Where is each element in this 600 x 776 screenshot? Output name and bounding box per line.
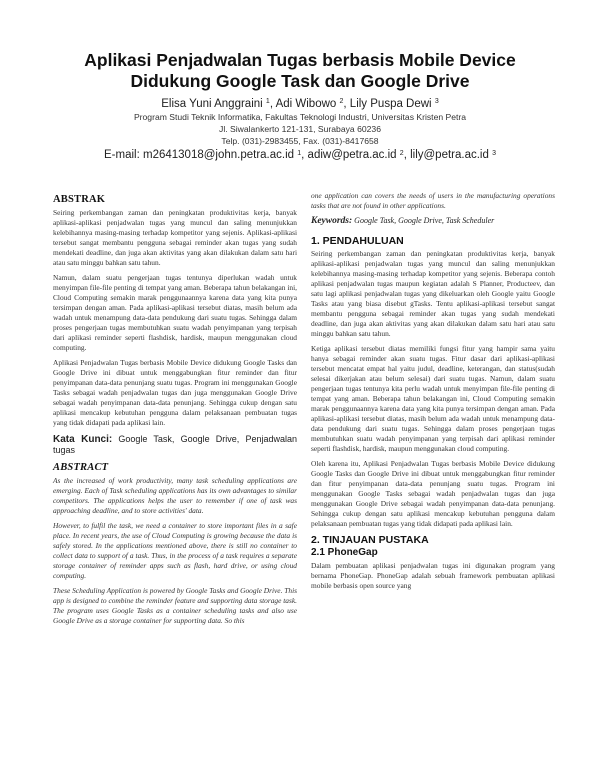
author-1: Elisa Yuni Anggraini (161, 98, 263, 110)
email-1[interactable]: m26413018@john.petra.ac.id (142, 149, 295, 161)
phone-fax: Telp. (031)-2983455, Fax. (031)-8417658 (221, 136, 379, 146)
abstrak-paragraph-3: Aplikasi Penjadwalan Tugas berbasis Mobile Device didukung Google Tasks dan Google Drive ini dibuat untuk menggabungkan fitur reminder dan fitur penyimpanan data-data penunjang suatu tugas. Program ini menggunakan Google Tasks sebagai wadah penjadwalan tugas dan juga menggunakan Google Drive sebagai wadah penyimpanan data-data penunjang. Sehingga cukup dengan satu aplikasi mencakup kebutuhan pengguna dalam pelaksanaan pembuatan tugas yang tidak didapati pada aplikasi lain. (53, 358, 297, 427)
section-1-heading: 1. PENDAHULUAN (311, 235, 404, 247)
section-1-paragraph-2: Ketiga aplikasi tersebut diatas memiliki fungsi fitur yang hampir sama yaitu hanya sebagai reminder akan suatu tugas. Fitur dasar dari aplikasi-aplikasi tersebut mencatat empat hal yaitu judul, deadline, keterangan, dan status(sudah selesai dikerjakan atau belum selesai) dari suatu tugas. Namun, dalam suatu pengerjaan tugas tentunya kita perlu wadah untuk menyimpan file-file penting di tempat yang aman. Beberapa tahun belakangan ini, Cloud Computing semakin marak penggunaannya karena data yang kita punya tersimpan dengan aman. Pada aplikasi-aplikasi tersebut diatas, masih belum ada wadah untuk menampung data-data pendukung dari suatu tugas. Sehingga dalam proses pengerjaan tugas membutuhkan suatu wadah penyimpanan yang terpisah dari aplikasi reminder seperti flashdisk, hardisk, maupun menggunakan cloud computing. (311, 344, 555, 453)
right-column (311, 191, 555, 596)
abstrak-paragraph-1: Seiring perkembangan zaman dan peningkatan produktivitas kerja, banyak aplikasi-aplikasi penjadwalan tugas yang muncul dan saling menunjukkan kelebihannya masing-masing terhadap kompetitor yang sejenis. Aplikasi-aplikasi tersebut sangat membantu pengguna sebagai reminder akan tugas yang sudah mendekati deadline, dan juga akan aktivitas yang akan dilakukan dalam satu hari atau satu minggu bahkan satu tahun. (53, 208, 297, 267)
abstrak-heading: ABSTRAK (53, 194, 106, 205)
paper-header (0, 50, 600, 163)
email-2[interactable]: adiw@petra.ac.id (307, 149, 397, 161)
author-2: Adi Wibowo (275, 98, 337, 110)
abstract-heading: ABSTRACT (53, 462, 109, 473)
email-3-marker: 3 (492, 150, 496, 157)
author-list: Elisa Yuni Anggraini $^1$, Adi Wibowo $^2$, Lily Puspa Dewi $^3$ (161, 98, 439, 110)
author-3: Lily Puspa Dewi (349, 98, 432, 110)
section-1-paragraph-1: Seiring perkembangan zaman dan peningkatan produktivitas kerja, banyak aplikasi-aplikasi penjadwalan tugas yang muncul dan saling menunjukkan kelebihannya masing-masing terhadap kompetitor yang sejenis. Beberapa contoh aplikasi penjadwalan tugas maupun kegiatan adalah S Planner, Producteev, dan satu lagi aplikasi penjadwalan tugas yang dikeluarkan oleh Google yaitu Google Tasks atau yang biasa disebut gTasks. Tentu aplikasi-aplikasi tersebut sangat membantu pengguna sebagai reminder akan tugas yang sudah mendekati deadline, dan juga akan aktivitas yang akan dilakukan dalam satu hari atau satu minggu bahkan satu tahun. (311, 249, 555, 338)
kata-kunci (53, 434, 297, 455)
keywords-text: Google Task, Google Drive, Task Scheduler (352, 216, 495, 225)
abstrak-paragraph-2: Namun, dalam suatu pengerjaan tugas tentunya diperlukan wadah untuk menyimpan file-file penting di tempat yang aman. Beberapa tahun belakangan ini, Cloud Computing semakin marak penggunaannya karena data yang kita punya tersimpan dengan aman. Pada aplikasi-aplikasi tersebut diatas, masih belum ada wadah untuk menampung data-data pendukung dari suatu tugas. Sehingga dalam proses pengerjaan tugas membutuhkan suatu wadah penyimpanan yang terpisah dari aplikasi reminder seperti flashdisk, hardisk, maupun menggunakan cloud computing. (53, 273, 297, 352)
email-3[interactable]: lily@petra.ac.id (410, 149, 489, 161)
address: Jl. Siwalankerto 121-131, Surabaya 60236 (219, 124, 381, 134)
abstract-paragraph-2: However, to fulfil the task, we need a container to store important files in a safe place. In recent years, the use of Cloud Computing is growing because the data is safely stored. In the applications mentioned above, there is still no container to collect data to support of a task. Thus, in the process of a task requires a separate storage container of reminder apps such as flash, hard drive, or using cloud computing. (53, 521, 297, 580)
keywords-label: Keywords: (311, 216, 353, 226)
kata-kunci-text: Google Task, Google Drive, Penjadwalan tugas (53, 434, 297, 455)
abstract-paragraph-3-continued: one application can covers the needs of users in the manufacturing operations tasks that are not found in other applications. (311, 191, 555, 210)
section-2-1-paragraph-1: Dalam pembuatan aplikasi penjadwalan tugas ini digunakan program yang bernama PhoneGap. PhoneGap adalah sebuah framework pembuatan aplikasi mobile berbasis open source yang (311, 561, 555, 590)
section-1-paragraph-3: Oleh karena itu, Aplikasi Penjadwalan Tugas berbasis Mobile Device didukung Google Tasks dan Google Drive ini dibuat untuk menggabungkan fitur reminder dan fitur penyimpanan data-data penunjang suatu tugas. Program ini menggunakan Google Tasks sebagai wadah penjadwalan tugas dan juga menggunakan Google Drive sebagai wadah penyimpanan data-data penunjang. Sehingga cukup dengan satu aplikasi mencakup kebutuhan pengguna dalam pelaksanaan pembuatan tugas yang tidak didapati pada aplikasi lain. (311, 459, 555, 528)
email-1-marker: 1 (297, 150, 302, 157)
section-2-heading: 2. TINJAUAN PUSTAKA (311, 534, 429, 546)
author-2-marker: 2 (339, 98, 344, 105)
abstract-paragraph-3: These Scheduling Application is powered by Google Tasks and Google Drive. This app is designed to combine the reminder feature and supporting data storage task. The program uses Google Tasks as a container scheduling tasks and also use Google Drive as a storage container for supporting data. So this (53, 586, 298, 625)
title-line-2: Didukung Google Task dan Google Drive (130, 71, 470, 91)
email-2-marker: 2 (399, 150, 404, 157)
author-1-marker: 1 (265, 98, 270, 105)
email-line: E-mail: m26413018@john.petra.ac.id $^1$, adiw@petra.ac.id $^2$, lily@petra.ac.id $^3$ (104, 149, 496, 161)
paper-title (0, 50, 600, 92)
kata-kunci-label: Kata Kunci: (53, 434, 113, 445)
title-line-1: Aplikasi Penjadwalan Tugas berbasis Mobile Device (84, 50, 516, 70)
keywords (311, 216, 555, 226)
abstract-paragraph-1: As the increased of work productivity, many task scheduling applications are emerging. Each of Task scheduling applications has its own advantages to similar competitors. The applications helps the user to remember if one of task was approaching deadline, and to store activities' data. (53, 476, 297, 515)
author-3-marker: 3 (434, 98, 439, 105)
subsection-2-1-heading: 2.1 PhoneGap (311, 547, 378, 558)
left-column (53, 191, 297, 631)
affiliation: Program Studi Teknik Informatika, Fakultas Teknologi Industri, Universitas Kristen Petra (133, 112, 467, 122)
email-prefix: E-mail: (104, 149, 143, 161)
